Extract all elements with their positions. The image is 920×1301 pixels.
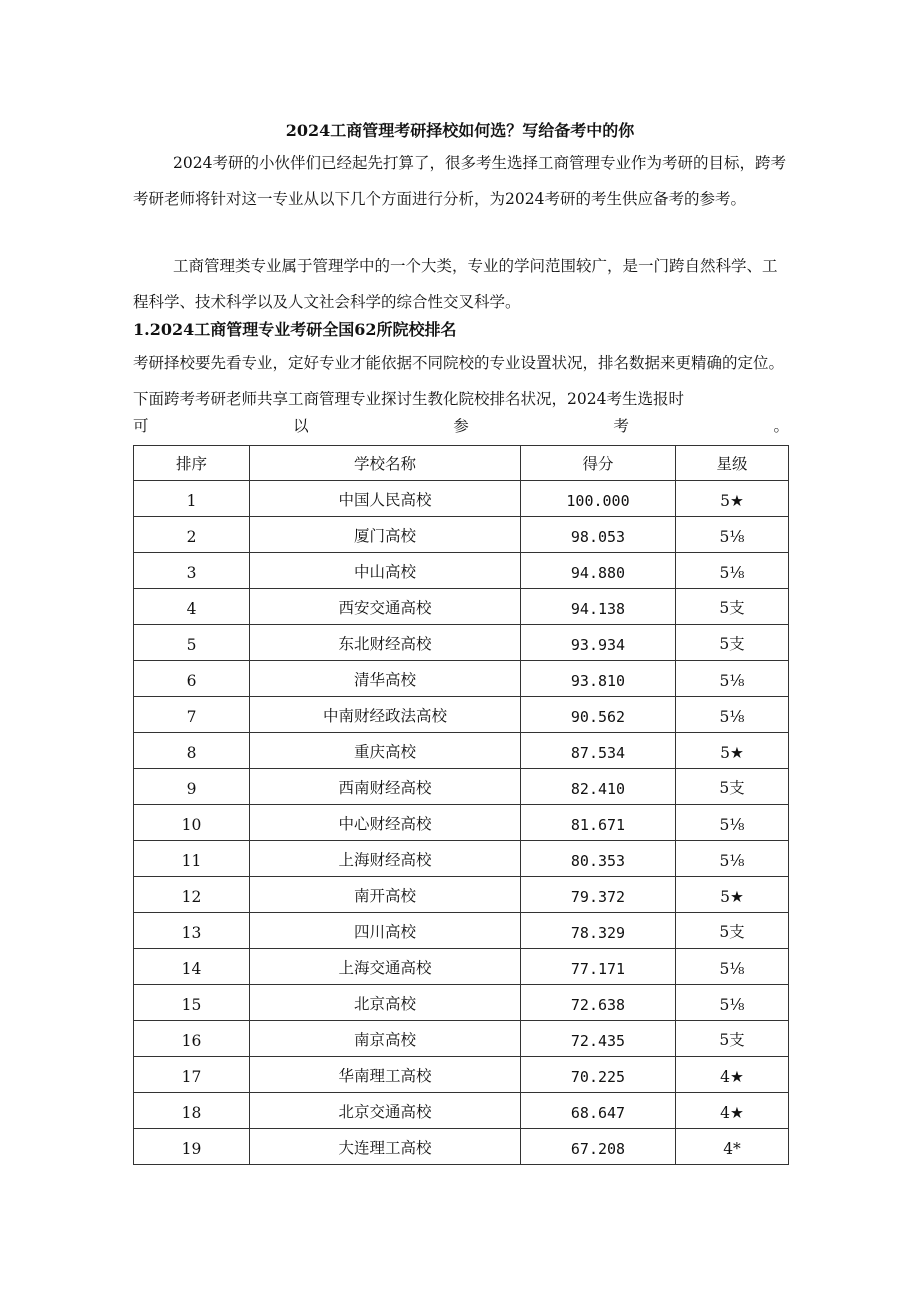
cell-star-level: 4★ (676, 1057, 789, 1093)
cell-star-level: 5⅛ (676, 985, 789, 1021)
cell-score: 78.329 (521, 913, 676, 949)
cell-star-level: 5⅛ (676, 805, 789, 841)
tail-char: 可 (133, 417, 149, 435)
cell-star-level: 5⅛ (676, 841, 789, 877)
tail-char: 参 (453, 417, 469, 435)
table-row (134, 805, 789, 841)
table-row (134, 949, 789, 985)
cell-rank: 6 (134, 661, 250, 697)
table-row (134, 733, 789, 769)
cell-school-name: 四川高校 (250, 913, 521, 949)
cell-score: 98.053 (521, 517, 676, 553)
cell-school-name: 厦门高校 (250, 517, 521, 553)
cell-star-level: 5★ (676, 877, 789, 913)
table-row (134, 769, 789, 805)
cell-star-level: 5⅛ (676, 517, 789, 553)
cell-rank: 15 (134, 985, 250, 1021)
cell-rank: 14 (134, 949, 250, 985)
header-star-level: 星级 (676, 446, 789, 481)
cell-score: 77.171 (521, 949, 676, 985)
cell-score: 81.671 (521, 805, 676, 841)
paragraph-ranking-intro: 考研择校要先看专业，定好专业才能依据不同院校的专业设置状况，排名数据来更精确的定位。下面跨考考研老师共享工商管理专业探讨生教化院校排名状况，2024考生选报时 (133, 354, 785, 408)
table-row (134, 517, 789, 553)
table-row (134, 661, 789, 697)
cell-rank: 11 (134, 841, 250, 877)
table-row (134, 1093, 789, 1129)
cell-school-name: 西南财经高校 (250, 769, 521, 805)
cell-star-level: 5支 (676, 1021, 789, 1057)
cell-rank: 8 (134, 733, 250, 769)
table-row (134, 985, 789, 1021)
cell-star-level: 5⅛ (676, 661, 789, 697)
cell-star-level: 4* (676, 1129, 789, 1165)
document-title: 2024工商管理考研择校如何选？写给备考中的你 (285, 121, 635, 140)
section-heading: 1.2024工商管理专业考研全国62所院校排名 (133, 320, 457, 339)
cell-rank: 18 (134, 1093, 250, 1129)
paragraph-ranking-intro-tail (133, 414, 789, 436)
cell-star-level: 5★ (676, 733, 789, 769)
ranking-table-body (134, 481, 789, 1165)
table-row (134, 553, 789, 589)
cell-rank: 13 (134, 913, 250, 949)
cell-school-name: 清华高校 (250, 661, 521, 697)
table-row (134, 697, 789, 733)
table-row (134, 625, 789, 661)
cell-score: 72.638 (521, 985, 676, 1021)
cell-school-name: 南京高校 (250, 1021, 521, 1057)
cell-score: 93.934 (521, 625, 676, 661)
cell-rank: 16 (134, 1021, 250, 1057)
header-score: 得分 (521, 446, 676, 481)
cell-rank: 12 (134, 877, 250, 913)
cell-score: 94.138 (521, 589, 676, 625)
cell-rank: 9 (134, 769, 250, 805)
table-row (134, 1057, 789, 1093)
cell-school-name: 北京高校 (250, 985, 521, 1021)
cell-school-name: 南开高校 (250, 877, 521, 913)
cell-score: 90.562 (521, 697, 676, 733)
cell-score: 94.880 (521, 553, 676, 589)
cell-star-level: 5★ (676, 481, 789, 517)
cell-school-name: 华南理工高校 (250, 1057, 521, 1093)
tail-char: 考 (613, 417, 629, 435)
cell-star-level: 5支 (676, 589, 789, 625)
header-rank: 排序 (134, 446, 250, 481)
cell-rank: 2 (134, 517, 250, 553)
cell-score: 70.225 (521, 1057, 676, 1093)
cell-school-name: 大连理工高校 (250, 1129, 521, 1165)
cell-rank: 3 (134, 553, 250, 589)
cell-score: 79.372 (521, 877, 676, 913)
paragraph-major-description: 工商管理类专业属于管理学中的一个大类，专业的学问范围较广，是一门跨自然科学、工程科学、技术科学以及人文社会科学的综合性交叉科学。 (133, 257, 778, 311)
table-header-row (134, 446, 789, 481)
cell-star-level: 5支 (676, 769, 789, 805)
tail-char: 。 (773, 417, 789, 435)
table-row (134, 841, 789, 877)
table-row (134, 877, 789, 913)
cell-star-level: 5支 (676, 625, 789, 661)
cell-school-name: 重庆高校 (250, 733, 521, 769)
table-row (134, 589, 789, 625)
cell-rank: 17 (134, 1057, 250, 1093)
cell-score: 80.353 (521, 841, 676, 877)
cell-star-level: 5⅛ (676, 697, 789, 733)
cell-school-name: 中国人民高校 (250, 481, 521, 517)
cell-score: 93.810 (521, 661, 676, 697)
ranking-table (133, 445, 789, 1165)
cell-rank: 4 (134, 589, 250, 625)
cell-score: 67.208 (521, 1129, 676, 1165)
cell-star-level: 5⅛ (676, 949, 789, 985)
cell-score: 68.647 (521, 1093, 676, 1129)
table-row (134, 1021, 789, 1057)
header-school-name: 学校名称 (250, 446, 521, 481)
cell-rank: 1 (134, 481, 250, 517)
cell-star-level: 5支 (676, 913, 789, 949)
table-row (134, 1129, 789, 1165)
cell-star-level: 4★ (676, 1093, 789, 1129)
cell-school-name: 中南财经政法高校 (250, 697, 521, 733)
table-row (134, 913, 789, 949)
cell-rank: 10 (134, 805, 250, 841)
cell-score: 72.435 (521, 1021, 676, 1057)
cell-rank: 5 (134, 625, 250, 661)
cell-score: 87.534 (521, 733, 676, 769)
cell-rank: 7 (134, 697, 250, 733)
tail-char: 以 (293, 417, 309, 435)
cell-school-name: 上海财经高校 (250, 841, 521, 877)
cell-star-level: 5⅛ (676, 553, 789, 589)
cell-school-name: 中山高校 (250, 553, 521, 589)
cell-score: 82.410 (521, 769, 676, 805)
paragraph-intro: 2024考研的小伙伴们已经起先打算了，很多考生选择工商管理专业作为考研的目标，跨考考研老师将针对这一专业从以下几个方面进行分析，为2024考研的考生供应备考的参考。 (133, 154, 786, 208)
cell-school-name: 中心财经高校 (250, 805, 521, 841)
cell-school-name: 上海交通高校 (250, 949, 521, 985)
cell-school-name: 东北财经高校 (250, 625, 521, 661)
cell-school-name: 北京交通高校 (250, 1093, 521, 1129)
cell-score: 100.000 (521, 481, 676, 517)
table-row (134, 481, 789, 517)
cell-rank: 19 (134, 1129, 250, 1165)
cell-school-name: 西安交通高校 (250, 589, 521, 625)
